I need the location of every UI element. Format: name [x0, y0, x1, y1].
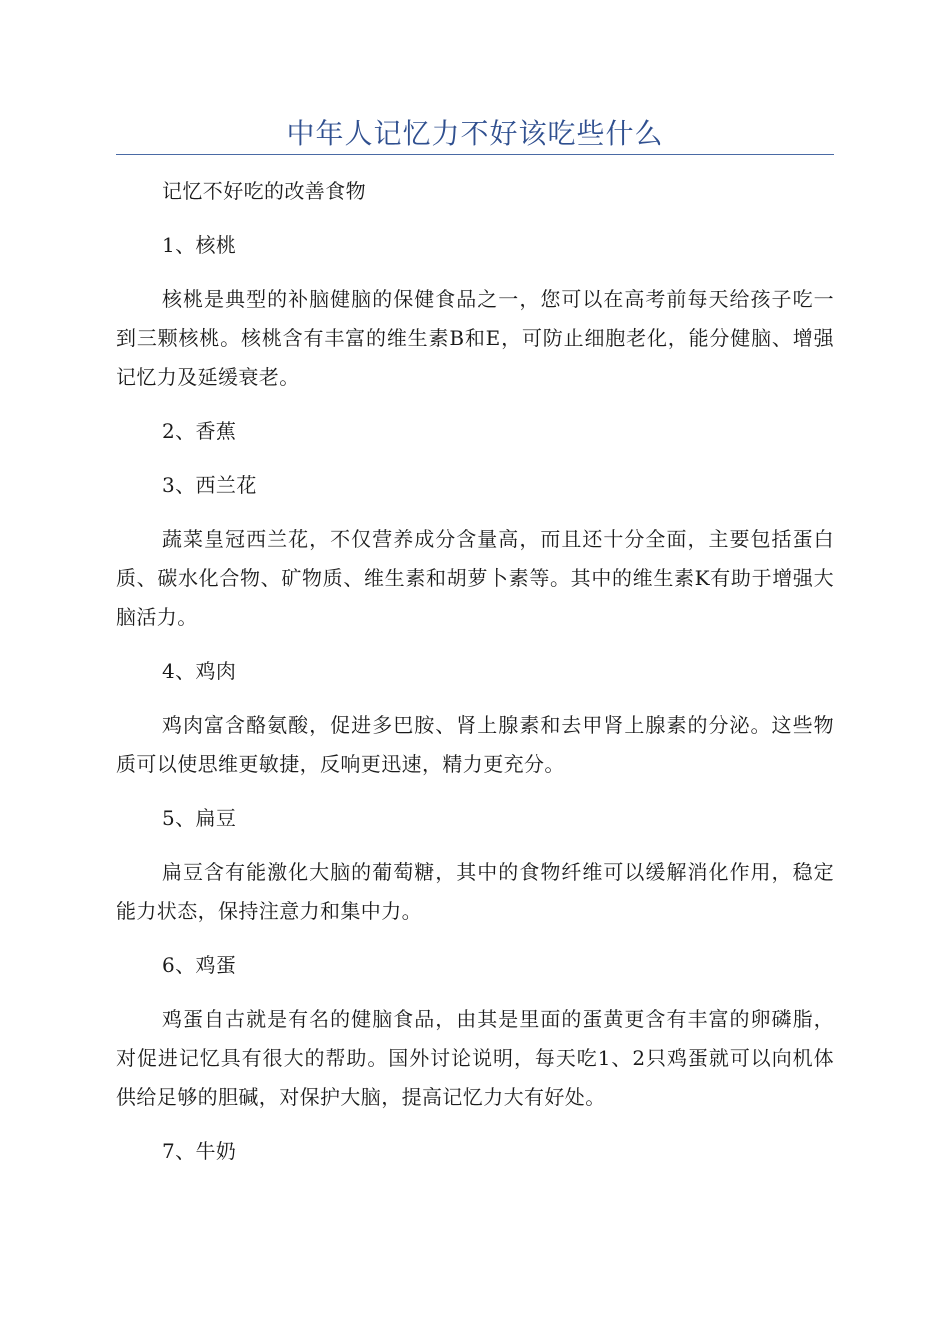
paragraph-egg: 鸡蛋自古就是有名的健脑食品，由其是里面的蛋黄更含有丰富的卵磷脂，对促进记忆具有很大的帮助。国外讨论说明，每天吃1、2只鸡蛋就可以向机体供给足够的胆碱，对保护大脑，提高记忆力大有好处。: [116, 1007, 834, 1109]
title-underline: [116, 154, 834, 155]
section-intro: 记忆不好吃的改善食物: [162, 179, 366, 203]
document-title: 中年人记忆力不好该吃些什么: [286, 117, 664, 150]
heading-lentils: 5、扁豆: [162, 806, 237, 830]
heading-broccoli: 3、西兰花: [162, 473, 257, 497]
heading-egg: 6、鸡蛋: [162, 953, 237, 977]
heading-milk: 7、牛奶: [162, 1139, 237, 1163]
paragraph-lentils: 扁豆含有能激化大脑的葡萄糖，其中的食物纤维可以缓解消化作用，稳定能力状态，保持注意力和集中力。: [116, 860, 834, 923]
heading-banana: 2、香蕉: [162, 419, 237, 443]
heading-walnut: 1、核桃: [162, 233, 237, 257]
heading-chicken: 4、鸡肉: [162, 659, 237, 683]
paragraph-chicken: 鸡肉富含酪氨酸，促进多巴胺、肾上腺素和去甲肾上腺素的分泌。这些物质可以使思维更敏捷，反响更迅速，精力更充分。: [116, 713, 834, 776]
paragraph-walnut: 核桃是典型的补脑健脑的保健食品之一，您可以在高考前每天给孩子吃一到三颗核桃。核桃含有丰富的维生素B和E，可防止细胞老化，能分健脑、增强记忆力及延缓衰老。: [116, 287, 834, 389]
document-body: [116, 172, 834, 1171]
paragraph-broccoli: 蔬菜皇冠西兰花，不仅营养成分含量高，而且还十分全面，主要包括蛋白质、碳水化合物、矿物质、维生素和胡萝卜素等。其中的维生素K有助于增强大脑活力。: [116, 527, 834, 629]
